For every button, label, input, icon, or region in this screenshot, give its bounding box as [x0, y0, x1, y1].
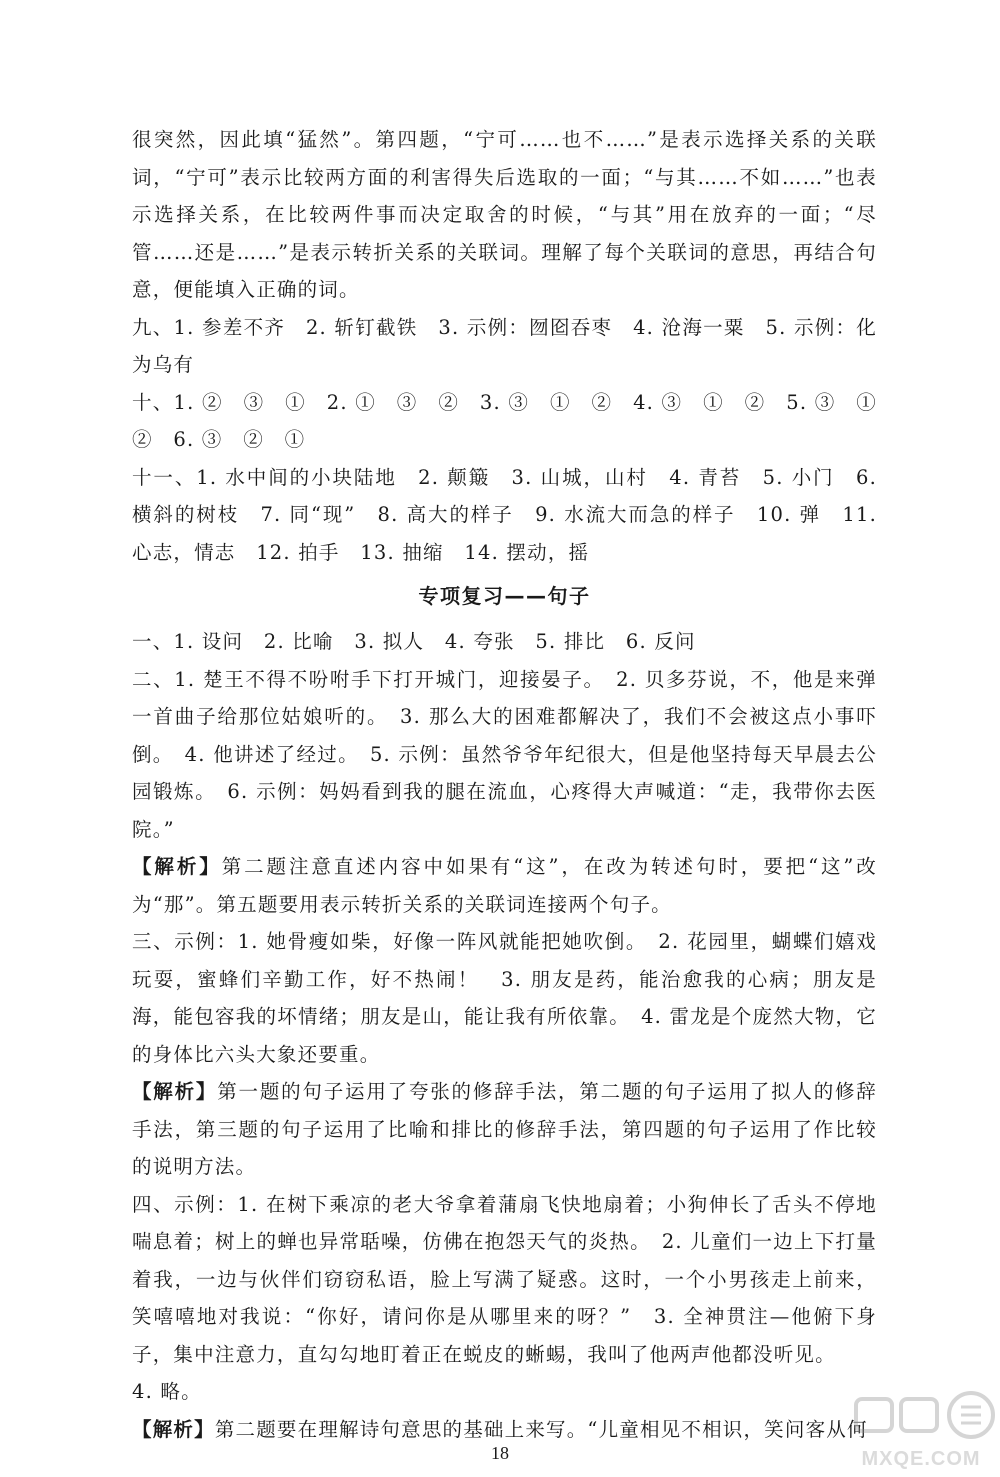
watermark-emblem-icon — [846, 1387, 996, 1447]
watermark-text: MXQE.COM — [861, 1448, 981, 1470]
analysis-text: 第二题要在理解诗句意思的基础上来写。“儿童相见不相识，笑问客从何 — [214, 1417, 868, 1441]
analysis-tag: 【解析】 — [132, 1417, 215, 1441]
analysis-note — [132, 1073, 877, 1186]
section-heading: 专项复习——句子 — [418, 584, 591, 608]
analysis-text: 第二题注意直述内容中如果有“这”，在改为转述句时，要把“这”改为“那”。第五题要用表示转折关系的关联词连接两个句子。 — [132, 855, 877, 916]
analysis-tag: 【解析】 — [132, 855, 222, 878]
answer-paragraph: 十一、1. 水中间的小块陆地 2. 颠簸 3. 山城，山村 4. 青苔 5. 小门 6. 横斜的树枝 7. 同“现” 8. 高大的样子 9. 水流大而急的样子 10. 弹 11. 心志，情志 12. 拍手 13. 抽缩 14. 摆动，摇 — [132, 465, 885, 564]
answer-paragraph: 二、1. 楚王不得不吩咐手下打开城门，迎接晏子。 2. 贝多芬说，不，他是来弹一首曲子给那位姑娘听的。 3. 那么大的困难都解决了，我们不会被这点小事吓倒。 4. 他讲述了经过。 5. 示例：虽然爷爷年纪很大，但是他坚持每天早晨去公园锻炼。 6. 示例：妈妈看到我的腿在流血，心疼得大声喊道：“走，我带你去医院。” — [132, 667, 877, 841]
answer-paragraph: 三、示例：1. 她骨瘦如柴，好像一阵风就能把她吹倒。 2. 花园里，蝴蝶们嬉戏玩耍，蜜蜂们辛勤工作，好不热闹！ 3. 朋友是药，能治愈我的心病；朋友是海，能包容我的坏情绪；朋友是山，能让我有所依靠。 4. 雷龙是个庞然大物，它的身体比六头大象还要重。 — [132, 930, 877, 1066]
answer-content — [132, 121, 898, 1448]
page-number: 18 — [491, 1443, 509, 1463]
answer-paragraph: 四、示例：1. 在树下乘凉的老大爷拿着蒲扇飞快地扇着；小狗伸长了舌头不停地喘息着；树上的蝉也异常聒噪，仿佛在抱怨天气的炎热。 2. 儿童们一边上下打量着我，一边与伙伴们窃窃私语，脸上写满了疑惑。这时，一个小男孩走上前来，笑嘻嘻地对我说：“你好，请问你是从哪里来的呀？” 3. 全神贯注—他俯下身子，集中注意力，直勾勾地盯着正在蜕皮的蜥蜴，我叫了他两声他都没听见。 — [132, 1192, 877, 1366]
answer-paragraph: 很突然，因此填“猛然”。第四题，“宁可……也不……”是表示选择关系的关联词，“宁可”表示比较两方面的利害得失后选取的一面；“与其……不如……”也表示选择关系，在比较两件事而决定取舍的时候，“与其”用在放弃的一面；“尽管……还是……”是表示转折关系的关联词。理解了每个关联词的意思，再结合句意，便能填入正确的词。 — [132, 128, 877, 301]
answer-paragraph: 4. 略。 — [132, 1380, 202, 1403]
answer-paragraph: 一、1. 设问 2. 比喻 3. 拟人 4. 夸张 5. 排比 6. 反问 — [132, 630, 696, 653]
answer-paragraph: 十、1. ② ③ ① 2. ① ③ ② 3. ③ ① ② 4. ③ ① ② 5. ③ ① ② 6. ③ ② ① — [132, 390, 898, 451]
analysis-tag: 【解析】 — [132, 1080, 218, 1103]
analysis-note — [132, 848, 877, 923]
answer-paragraph: 九、1. 参差不齐 2. 斩钉截铁 3. 示例：囫囵吞枣 4. 沧海一粟 5. 示例：化为乌有 — [132, 315, 877, 376]
analysis-text: 第一题的句子运用了夸张的修辞手法，第二题的句子运用了拟人的修辞手法，第三题的句子运用了比喻和排比的修辞手法，第四题的句子运用了作比较的说明方法。 — [132, 1080, 877, 1178]
